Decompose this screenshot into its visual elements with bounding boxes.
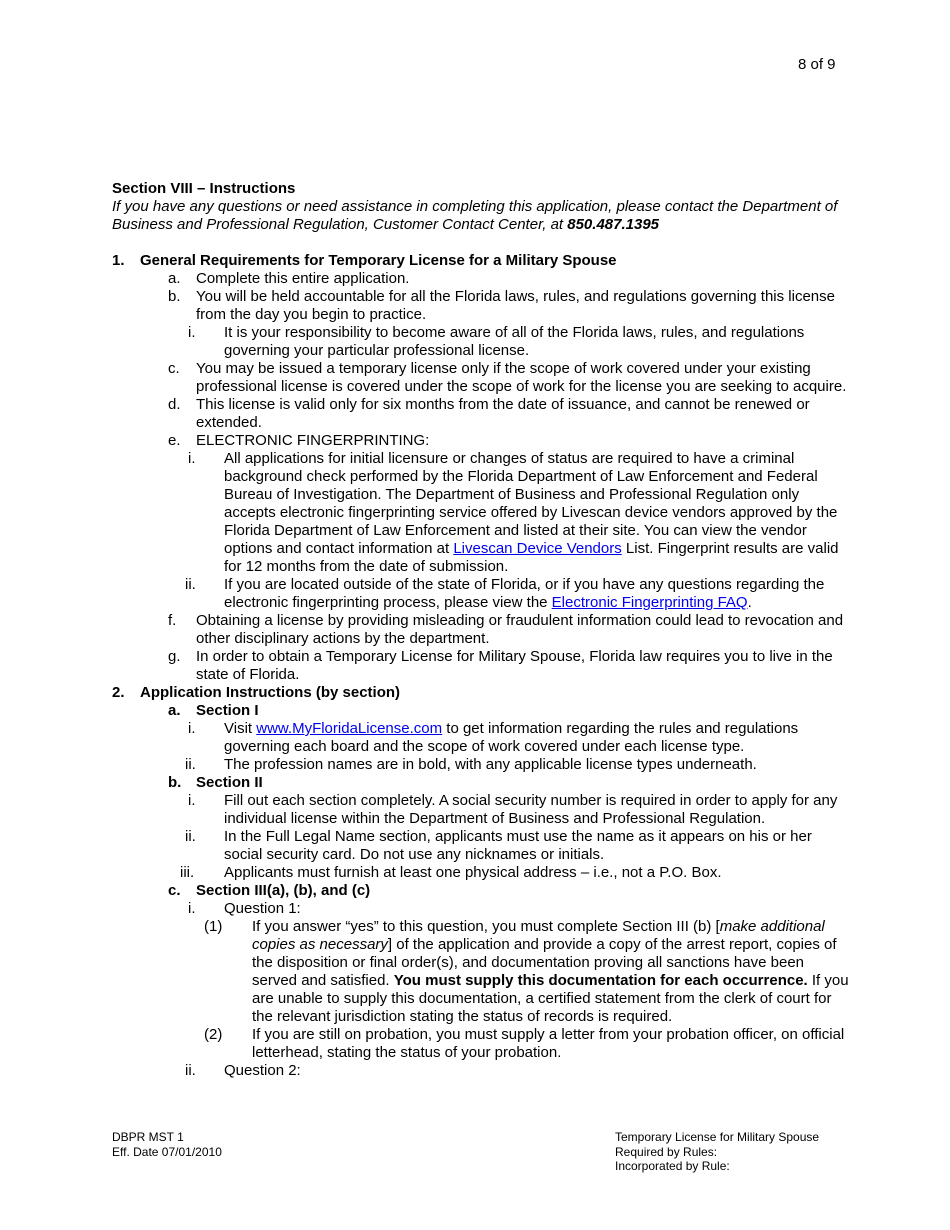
fingerprinting-faq-link[interactable]: Electronic Fingerprinting FAQ xyxy=(551,594,748,611)
footer-form-title: Temporary License for Military Spouse xyxy=(615,1130,820,1144)
part2-heading: 2. Application Instructions (by section) xyxy=(112,684,401,701)
footer-incorporated-by: Incorporated by Rule: xyxy=(615,1159,730,1173)
part1-item-c: c. You may be issued a temporary license only if the scope of work covered under your existing professional license is covered under the scope of work for the license you are seeking to acquire. xyxy=(168,360,847,395)
part1-item-e-i: i. All applications for initial licensure or changes of status are required to have a criminal background check performed by the Florida Department of Law Enforcement and Federal Bureau of Investigation. The Department of Business and Professional Regulation only accepts electronic fingerprinting service offered by Livescan device vendors approved by the Florida Department of Law Enforcement and listed at their site. You can view the vendor options and contact information at Livescan Device Vendors List. Fingerprint results are valid for 12 months from the date of submission. xyxy=(188,450,839,575)
part1-item-d: d. This license is valid only for six months from the date of issuance, and cannot be renewed or extended. xyxy=(168,396,810,431)
livescan-vendors-link[interactable]: Livescan Device Vendors xyxy=(453,540,622,557)
part1-item-f: f. Obtaining a license by providing misleading or fraudulent information could lead to revocation and other disciplinary actions by the department. xyxy=(168,612,844,647)
part1-item-b-i: i. It is your responsibility to become aware of all of the Florida laws, rules, and regulations governing your particular professional license. xyxy=(188,324,805,359)
footer-rule-info xyxy=(615,1130,819,1174)
part1-item-a: a. Complete this entire application. xyxy=(168,270,410,287)
part1-item-e-ii: ii. If you are located outside of the state of Florida, or if you have any questions regarding the electronic fingerprinting process, please view the Electronic Fingerprinting FAQ. xyxy=(185,576,825,611)
footer-form-id: DBPR MST 1 xyxy=(112,1130,184,1144)
part2-section-i-heading: a. Section I xyxy=(168,702,259,719)
part2-c-i: i. Question 1: xyxy=(188,900,301,917)
footer-required-by: Required by Rules: xyxy=(615,1144,718,1159)
document-body xyxy=(112,180,852,1080)
part2-b-i: i. Fill out each section completely. A social security number is required in order to apply for any individual license within the Department of Business and Professional Regulation. xyxy=(188,792,838,827)
part1-heading: 1. General Requirements for Temporary License for a Military Spouse xyxy=(112,252,617,269)
section-title: Section VIII – Instructions xyxy=(112,180,296,197)
part2-section-ii-heading: b. Section II xyxy=(168,774,263,791)
part2-b-iii: iii. Applicants must furnish at least one physical address – i.e., not a P.O. Box. xyxy=(180,864,722,881)
part2-c-ii: ii. Question 2: xyxy=(185,1062,301,1079)
part2-c-i-2: (2) If you are still on probation, you must supply a letter from your probation officer, on official letterhead, stating the status of your probation. xyxy=(204,1026,845,1061)
page-number: 8 of 9 xyxy=(798,56,836,73)
section-intro: If you have any questions or need assistance in completing this application, please contact the Department of Business and Professional Regulation, Customer Contact Center, at 850.487.1395 xyxy=(112,198,838,233)
part1-item-g: g. In order to obtain a Temporary License for Military Spouse, Florida law requires you to live in the state of Florida. xyxy=(168,648,833,683)
part1-item-e: e. ELECTRONIC FINGERPRINTING: xyxy=(168,432,430,449)
part2-a-i: i. Visit www.MyFloridaLicense.com to get information regarding the rules and regulations governing each board and the scope of work covered under each license type. xyxy=(188,720,799,755)
part2-a-ii: ii. The profession names are in bold, with any applicable license types underneath. xyxy=(185,756,757,773)
part2-b-ii: ii. In the Full Legal Name section, applicants must use the name as it appears on his or her social security card. Do not use any nicknames or initials. xyxy=(185,828,812,863)
myfloridalicense-link[interactable]: www.MyFloridaLicense.com xyxy=(256,720,443,737)
footer-eff-date: Eff. Date 07/01/2010 xyxy=(112,1144,222,1159)
contact-phone: 850.487.1395 xyxy=(567,216,660,233)
part1-item-b: b. You will be held accountable for all the Florida laws, rules, and regulations governing this license from the day you begin to practice. xyxy=(168,288,835,323)
part2-section-iii-heading: c. Section III(a), (b), and (c) xyxy=(168,882,371,899)
footer-form-info xyxy=(112,1130,222,1159)
part2-c-i-1: (1) If you answer “yes” to this question, you must complete Section III (b) [make additional copies as necessary] of the application and provide a copy of the arrest report, copies of the disposition or final order(s), and documentation proving all sanctions have been served and satisfied. You must supply this documentation for each occurrence. If you are unable to supply this documentation, a certified statement from the clerk of court for the relevant jurisdiction stating the status of records is required. xyxy=(204,918,849,1025)
